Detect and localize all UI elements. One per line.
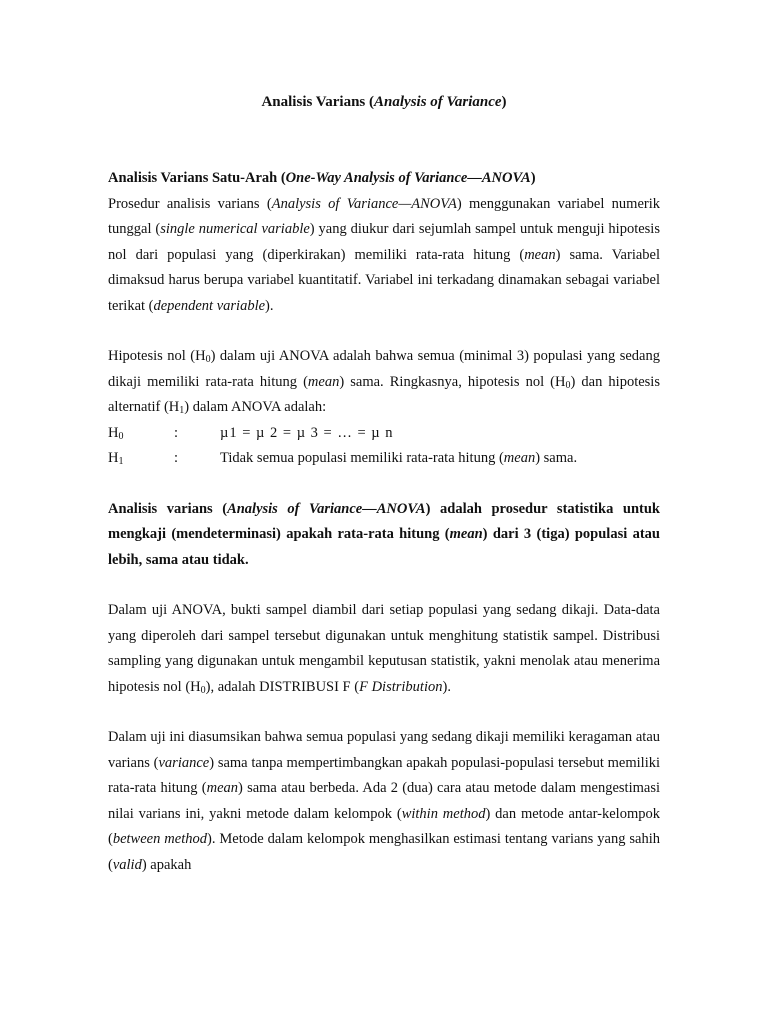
h0-formula: µ1 = µ 2 = µ 3 = … = µ n bbox=[220, 424, 394, 441]
hypothesis-h1-row: $H_1$ : Tidak semua populasi memiliki rata-rata hitung (mean) sama. bbox=[108, 450, 578, 467]
paragraph-null-hypothesis: Hipotesis nol $(H_0)$ dalam uji ANOVA adalah bahwa semua (minimal 3) populasi yang sedang dikaji memiliki rata-rata hitung (mean) sama. Ringkasnya, hipotesis nol $(H_0)$ dan hipotesis alternatif $(H_1)$ dalam ANOVA adalah: bbox=[108, 348, 660, 416]
paragraph-anova-procedure: Prosedur analisis varians (Analysis of Variance—ANOVA) menggunakan variabel numerik tunggal (single numerical variable) yang diukur dari sejumlah sampel untuk menguji hipotesis nol dari populasi yang (diperkirakan) memiliki rata-rata hitung (mean) sama. Variabel dimaksud harus berupa variabel kuantitatif. Variabel ini terkadang dinamakan sebagai variabel terikat (dependent variable). bbox=[108, 195, 661, 314]
paragraph-f-distribution: Dalam uji ANOVA, bukti sampel diambil dari setiap populasi yang sedang dikaji. Data-data yang diperoleh dari sampel tersebut digunakan untuk menghitung statistik sampel. Distribusi sampling yang digunakan untuk mengambil keputusan statistik, yakni menolak atau menerima hipotesis nol $(H_0)$, adalah DISTRIBUSI F (F Distribution). bbox=[108, 602, 660, 696]
paragraph-anova-definition: Analisis varians (Analysis of Variance—ANOVA) adalah prosedur statistika untuk mengkaji (mendeterminasi) apakah rata-rata hitung (mean) dari 3 (tiga) populasi atau lebih, sama atau tidak. bbox=[108, 500, 660, 568]
hypothesis-h0-row: $H_0$ : µ1 = µ 2 = µ 3 = … = µ n bbox=[108, 421, 660, 447]
document-title: Analisis Varians (Analysis of Variance) bbox=[261, 94, 507, 110]
document-body bbox=[108, 166, 660, 878]
section-heading: Analisis Varians Satu-Arah (One-Way Analysis of Variance—ANOVA) bbox=[108, 170, 536, 186]
paragraph-variance-assumption: Dalam uji ini diasumsikan bahwa semua populasi yang sedang dikaji memiliki keragaman atau varians (variance) sama tanpa mempertimbangkan apakah populasi-populasi tersebut memiliki rata-rata hitung (mean) sama atau berbeda. Ada 2 (dua) cara atau metode dalam mengestimasi nilai varians ini, yakni metode dalam kelompok (within method) dan metode antar-kelompok (between method). Metode dalam kelompok menghasilkan estimasi tentang varians yang sahih (valid) apakah bbox=[108, 729, 661, 873]
